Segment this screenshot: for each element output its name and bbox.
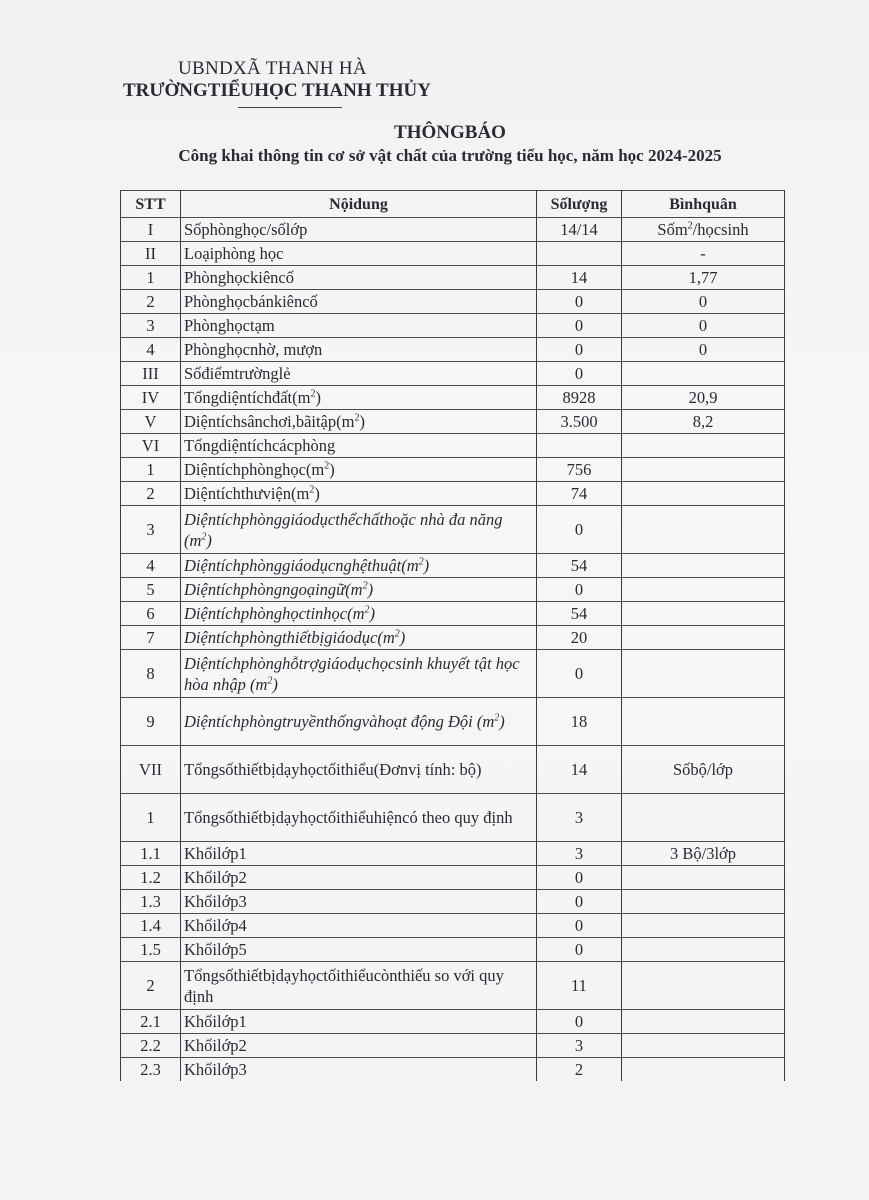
table-row — [121, 698, 785, 746]
table-row — [121, 314, 785, 338]
row-content-cell: Tổngsốthiếtbịdạyhọctốithiểu(Đơnvị tính: bộ) — [181, 746, 537, 794]
row-content-cell: Phònghọcnhờ, mượn — [181, 338, 537, 362]
row-stt-cell: 1 — [121, 458, 181, 482]
row-content-cell: Khốilớp4 — [181, 914, 537, 938]
table-row — [121, 218, 785, 242]
row-average-cell — [622, 938, 785, 962]
table-row — [121, 410, 785, 434]
row-quantity-cell: 14/14 — [537, 218, 622, 242]
row-stt-cell: 2 — [121, 482, 181, 506]
row-average-cell: - — [622, 242, 785, 266]
table-row — [121, 482, 785, 506]
table-row — [121, 578, 785, 602]
row-average-cell — [622, 794, 785, 842]
row-content-cell: $Diệntíchphònghọc(m^2)$ — [181, 458, 537, 482]
table-row — [121, 890, 785, 914]
table-row — [121, 1010, 785, 1034]
table-row — [121, 626, 785, 650]
row-content-cell: Phònghọckiêncố — [181, 266, 537, 290]
table-row — [121, 434, 785, 458]
row-average-cell — [622, 914, 785, 938]
row-average-cell: 3 Bộ/3lớp — [622, 842, 785, 866]
row-content-cell: Sốđiểmtrườnglẻ — [181, 362, 537, 386]
row-quantity-cell: 54 — [537, 602, 622, 626]
row-quantity-cell: 18 — [537, 698, 622, 746]
row-average-cell: 8,2 — [622, 410, 785, 434]
row-stt-cell: V — [121, 410, 181, 434]
row-stt-cell: 2 — [121, 290, 181, 314]
row-average-cell: 0 — [622, 314, 785, 338]
row-quantity-cell: 0 — [537, 338, 622, 362]
row-quantity-cell: 2 — [537, 1058, 622, 1082]
row-average-cell — [622, 650, 785, 698]
table-row — [121, 746, 785, 794]
table-row — [121, 362, 785, 386]
row-stt-cell: 4 — [121, 338, 181, 362]
row-quantity-cell: 14 — [537, 266, 622, 290]
table-row — [121, 266, 785, 290]
row-content-cell: Phònghọctạm — [181, 314, 537, 338]
row-average-cell: Sốbộ/lớp — [622, 746, 785, 794]
row-content-cell: Loạiphòng học — [181, 242, 537, 266]
row-content-cell: Khốilớp1 — [181, 842, 537, 866]
row-average-cell — [622, 1058, 785, 1082]
document-subtitle: Công khai thông tin cơ sở vật chất của trường tiểu học, năm học 2024-2025 — [178, 146, 722, 165]
row-quantity-cell: 8928 — [537, 386, 622, 410]
row-average-cell — [622, 434, 785, 458]
column-header-average: Bìnhquân — [622, 191, 785, 218]
row-stt-cell: 4 — [121, 554, 181, 578]
row-average-cell — [622, 1034, 785, 1058]
row-content-cell: Khốilớp5 — [181, 938, 537, 962]
row-average-cell: Sốm$^2$/họcsinh — [622, 218, 785, 242]
table-row — [121, 602, 785, 626]
row-stt-cell: IV — [121, 386, 181, 410]
column-header-quantity: Sốlượng — [537, 191, 622, 218]
row-stt-cell: 2.3 — [121, 1058, 181, 1082]
row-content-cell: $Diệntíchphònggiáodụcnghệthuật(m^2)$ — [181, 554, 537, 578]
row-average-cell — [622, 626, 785, 650]
row-stt-cell: 1 — [121, 266, 181, 290]
row-stt-cell: III — [121, 362, 181, 386]
row-content-cell: Khốilớp2 — [181, 1034, 537, 1058]
row-content-cell: Diệntíchphòngtruyềnthốngvàhoạt động Đội $(m^2)$ — [181, 698, 537, 746]
row-average-cell — [622, 866, 785, 890]
row-quantity-cell: 11 — [537, 962, 622, 1010]
row-quantity-cell: 0 — [537, 914, 622, 938]
row-content-cell: Khốilớp3 — [181, 1058, 537, 1082]
row-stt-cell: 8 — [121, 650, 181, 698]
row-stt-cell: 2 — [121, 962, 181, 1010]
row-average-cell: 1,77 — [622, 266, 785, 290]
row-stt-cell: 6 — [121, 602, 181, 626]
column-header-content: Nộidung — [181, 191, 537, 218]
row-quantity-cell: 20 — [537, 626, 622, 650]
row-quantity-cell — [537, 242, 622, 266]
row-quantity-cell: 0 — [537, 650, 622, 698]
row-content-cell: Tổngsốthiếtbịdạyhọctốithiểucònthiếu so với quy định — [181, 962, 537, 1010]
row-quantity-cell: 0 — [537, 362, 622, 386]
row-stt-cell: I — [121, 218, 181, 242]
org-name: UBNDXÃ THANH HÀ — [178, 58, 367, 79]
row-quantity-cell — [537, 434, 622, 458]
school-name: TRƯỜNGTIỂUHỌC THANH THỦY — [123, 80, 431, 101]
row-stt-cell: 1 — [121, 794, 181, 842]
row-quantity-cell: 0 — [537, 866, 622, 890]
column-header-stt: STT — [121, 191, 181, 218]
row-quantity-cell: 74 — [537, 482, 622, 506]
row-stt-cell: 5 — [121, 578, 181, 602]
row-content-cell: Tổngdiệntíchcácphòng — [181, 434, 537, 458]
row-average-cell — [622, 578, 785, 602]
row-quantity-cell: 0 — [537, 938, 622, 962]
row-quantity-cell: 756 — [537, 458, 622, 482]
row-content-cell: Phònghọcbánkiêncố — [181, 290, 537, 314]
row-content-cell: Tổngsốthiếtbịdạyhọctốithiểuhiệncó theo quy định — [181, 794, 537, 842]
table-row — [121, 1058, 785, 1082]
table-row — [121, 842, 785, 866]
table-row — [121, 794, 785, 842]
row-content-cell: $Diệntíchphòngngoạingữ(m^2)$ — [181, 578, 537, 602]
table-row — [121, 554, 785, 578]
row-average-cell: 0 — [622, 290, 785, 314]
row-quantity-cell: 54 — [537, 554, 622, 578]
row-quantity-cell: 14 — [537, 746, 622, 794]
row-content-cell: Khốilớp1 — [181, 1010, 537, 1034]
row-average-cell — [622, 458, 785, 482]
row-quantity-cell: 0 — [537, 506, 622, 554]
row-average-cell — [622, 890, 785, 914]
row-stt-cell: 1.3 — [121, 890, 181, 914]
row-average-cell — [622, 698, 785, 746]
row-stt-cell: 1.2 — [121, 866, 181, 890]
row-stt-cell: 1.1 — [121, 842, 181, 866]
table-row — [121, 338, 785, 362]
row-content-cell: $Diệntíchphònghọctinhọc(m^2)$ — [181, 602, 537, 626]
row-stt-cell: 2.2 — [121, 1034, 181, 1058]
row-average-cell: 20,9 — [622, 386, 785, 410]
row-content-cell: $Diệntíchsânchơi,bãitập(m^2)$ — [181, 410, 537, 434]
table-row — [121, 242, 785, 266]
table-row — [121, 290, 785, 314]
row-quantity-cell: 3.500 — [537, 410, 622, 434]
row-stt-cell: 3 — [121, 314, 181, 338]
row-stt-cell: 1.5 — [121, 938, 181, 962]
row-content-cell: Diệntíchphònghỗtrợgiáodụchọcsinh khuyết tật học hòa nhập $(m^2)$ — [181, 650, 537, 698]
row-average-cell: 0 — [622, 338, 785, 362]
row-stt-cell: 2.1 — [121, 1010, 181, 1034]
row-quantity-cell: 0 — [537, 1010, 622, 1034]
facilities-table — [120, 190, 785, 1081]
table-row — [121, 650, 785, 698]
table-row — [121, 866, 785, 890]
header-underline — [238, 107, 342, 108]
row-stt-cell: 3 — [121, 506, 181, 554]
row-average-cell — [622, 1010, 785, 1034]
table-row — [121, 458, 785, 482]
row-average-cell — [622, 506, 785, 554]
row-quantity-cell: 0 — [537, 314, 622, 338]
row-average-cell — [622, 482, 785, 506]
table-header-row — [121, 191, 785, 218]
row-average-cell — [622, 602, 785, 626]
row-quantity-cell: 0 — [537, 290, 622, 314]
document-title: THÔNGBÁO — [394, 122, 506, 143]
row-stt-cell: II — [121, 242, 181, 266]
table-row — [121, 1034, 785, 1058]
row-content-cell: $Diệntíchphòngthiếtbịgiáodục(m^2)$ — [181, 626, 537, 650]
row-average-cell — [622, 554, 785, 578]
row-content-cell: Sốphònghọc/sốlớp — [181, 218, 537, 242]
row-quantity-cell: 0 — [537, 578, 622, 602]
row-stt-cell: 1.4 — [121, 914, 181, 938]
row-stt-cell: VI — [121, 434, 181, 458]
row-content-cell: $Tổngdiệntíchđất(m^2)$ — [181, 386, 537, 410]
row-average-cell — [622, 962, 785, 1010]
row-stt-cell: 9 — [121, 698, 181, 746]
row-quantity-cell: 3 — [537, 1034, 622, 1058]
table-row — [121, 506, 785, 554]
table-row — [121, 938, 785, 962]
row-quantity-cell: 0 — [537, 890, 622, 914]
row-quantity-cell: 3 — [537, 842, 622, 866]
row-quantity-cell: 3 — [537, 794, 622, 842]
row-stt-cell: 7 — [121, 626, 181, 650]
table-row — [121, 914, 785, 938]
table-row — [121, 962, 785, 1010]
table-row — [121, 386, 785, 410]
row-content-cell: Diệntíchphònggiáodụcthểchấthoặc nhà đa năng $(m^2)$ — [181, 506, 537, 554]
row-stt-cell: VII — [121, 746, 181, 794]
row-content-cell: $Diệntíchthưviện(m^2)$ — [181, 482, 537, 506]
row-average-cell — [622, 362, 785, 386]
row-content-cell: Khốilớp3 — [181, 890, 537, 914]
row-content-cell: Khốilớp2 — [181, 866, 537, 890]
